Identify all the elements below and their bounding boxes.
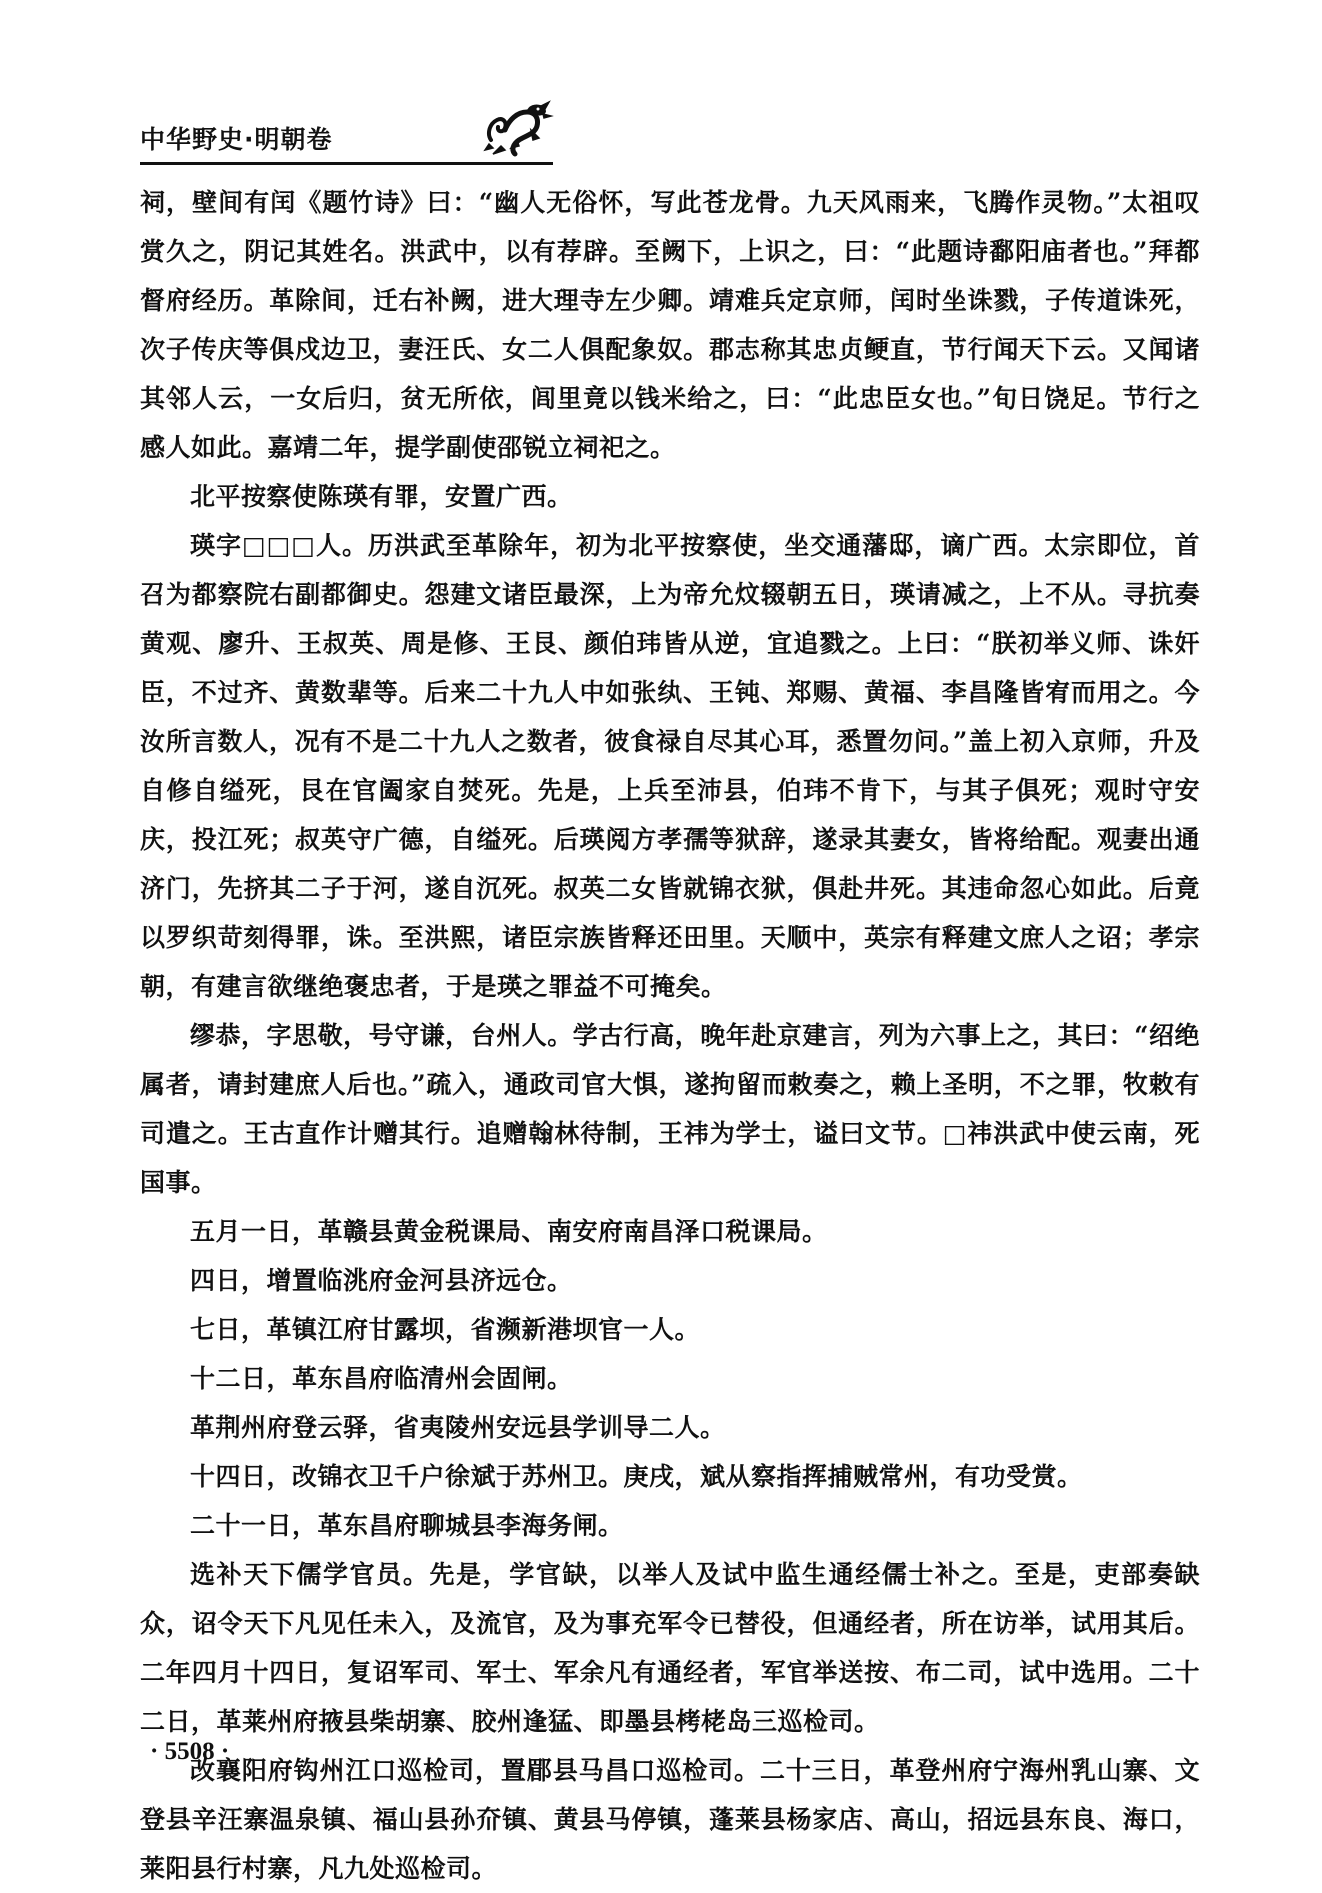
paragraph-chen-ying: 瑛字□□□人。历洪武至革除年，初为北平按察使，坐交通藩邸，谪广西。太宗即位，首召为都察院右副都御史。怨建文诸臣最深，上为帝允炆辍朝五日，瑛请减之，上不从。寻抗奏黄观、廖升、王叔英、周是修、王艮、颜伯玮皆从逆，宜追戮之。上曰：“朕初举义师、诛奸臣，不过齐、黄数辈等。后来二十九人中如张纨、王钝、郑赐、黄福、李昌隆皆宥而用之。今汝所言数人，况有不是二十九人之数者，彼食禄自尽其心耳，悉置勿问。”盖上初入京师，升及自修自缢死，艮在官阖家自焚死。先是，上兵至沛县，伯玮不肯下，与其子俱死；观时守安庆，投江死；叔英守广德，自缢死。后瑛阅方孝孺等狱辞，遂录其妻女，皆将给配。观妻出通济门，先挤其二子于河，遂自沉死。叔英二女皆就锦衣狱，俱赴井死。其违命忽心如此。后竟以罗织苛刻得罪，诛。至洪熙，诸臣宗族皆释还田里。天顺中，英宗有释建文庶人之诏；孝宗朝，有建言欲继绝褒忠者，于是瑛之罪益不可掩矣。 <box>140 531 1200 1001</box>
paragraph-jingzhou: 革荆州府登云驿，省夷陵州安远县学训导二人。 <box>190 1413 726 1442</box>
paragraph-heading-chen-ying: 北平按察使陈瑛有罪，安置广西。 <box>190 482 573 511</box>
paragraph-may-1: 五月一日，革赣县黄金税课局、南安府南昌泽口税课局。 <box>190 1217 828 1246</box>
dragon-icon <box>483 100 555 158</box>
paragraph-day-7: 七日，革镇江府甘露坝，省濒新港坝官一人。 <box>190 1315 701 1344</box>
paragraph-confucian-officials: 选补天下儒学官员。先是，学官缺，以举人及试中监生通经儒士补之。至是，吏部奏缺众，诏令天下凡见任未入，及流官，及为事充军令已替役，但通经者，所在访举，试用其后。二年四月十四日，复诏军司、军士、军余凡有通经者，军官举送按、布二司，试中选用。二十二日，革莱州府掖县柴胡寨、胶州逢猛、即墨县栲栳岛三巡检司。 <box>140 1560 1200 1736</box>
body-text <box>140 178 1200 1893</box>
paragraph-miao-gong: 缪恭，字思敬，号守谦，台州人。学古行高，晚年赴京建言，列为六事上之，其曰：“绍绝属者，请封建庶人后也。”疏入，通政司官大惧，遂拘留而敕奏之，赖上圣明，不之罪，牧敕有司遣之。王古直作计赠其行。追赠翰林待制，王祎为学士，谥曰文节。□祎洪武中使云南，死国事。 <box>140 1021 1200 1197</box>
book-title: 中华野史·明朝卷 <box>140 125 333 154</box>
paragraph-day-4: 四日，增置临洮府金河县济远仓。 <box>190 1266 573 1295</box>
paragraph-day-12: 十二日，革东昌府临清州会固闸。 <box>190 1364 573 1393</box>
header-rule <box>140 162 553 165</box>
paragraph-continuation: 祠，壁间有闰《题竹诗》曰：“幽人无俗怀，写此苍龙骨。九天风雨来，飞腾作灵物。”太祖叹赏久之，阴记其姓名。洪武中，以有荐辟。至阙下，上识之，曰：“此题诗鄱阳庙者也。”拜都督府经历。革除间，迁右补阙，进大理寺左少卿。靖难兵定京师，闰时坐诛戮，子传道诛死，次子传庆等俱戍边卫，妻汪氏、女二人俱配象奴。郡志称其忠贞鲠直，节行闻天下云。又闻诸其邻人云，一女后归，贫无所依，闾里竟以钱米给之，曰：“此忠臣女也。”旬日饶足。节行之感人如此。嘉靖二年，提学副使邵锐立祠祀之。 <box>140 188 1200 462</box>
paragraph-day-21: 二十一日，革东昌府聊城县李海务闸。 <box>190 1511 624 1540</box>
paragraph-day-14: 十四日，改锦衣卫千户徐斌于苏州卫。庚戌，斌从察指挥捕贼常州，有功受赏。 <box>190 1462 1083 1491</box>
page-number: · 5508 · <box>150 1738 230 1765</box>
paragraph-xiangyang: 改襄阳府钩州江口巡检司，置郿县马昌口巡检司。二十三日，革登州府宁海州乳山寨、文登县辛汪寨温泉镇、福山县孙夼镇、黄县马停镇，蓬莱县杨家店、高山，招远县东良、海口，莱阳县行村寨，凡九处巡检司。 <box>140 1756 1200 1883</box>
